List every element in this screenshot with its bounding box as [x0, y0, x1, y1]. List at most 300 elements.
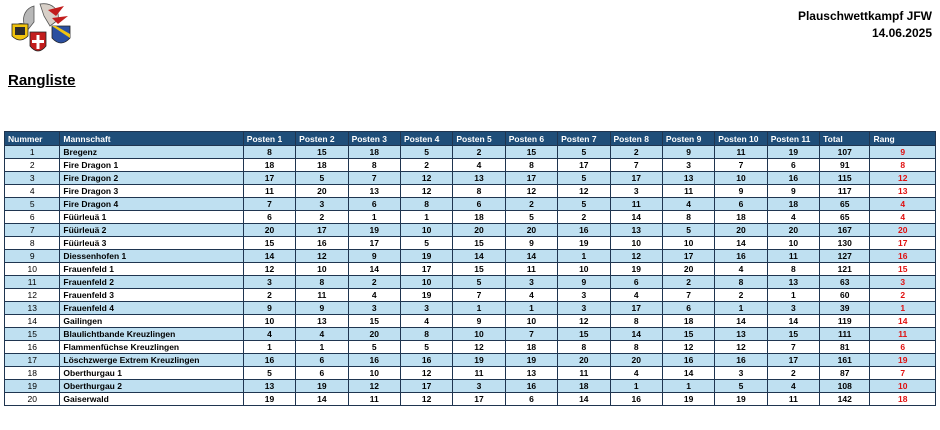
score-cell: 5	[243, 367, 295, 380]
score-cell: 10	[558, 263, 610, 276]
score-cell: 11	[610, 198, 662, 211]
rank-cell: 17	[870, 237, 936, 250]
score-cell: 7	[453, 289, 505, 302]
score-cell: 3	[505, 276, 557, 289]
table-body	[5, 146, 936, 406]
score-cell: 6	[453, 198, 505, 211]
score-cell: 16	[558, 224, 610, 237]
crest-logo	[4, 2, 78, 66]
score-cell: 16	[662, 354, 714, 367]
score-cell: 9	[662, 146, 714, 159]
score-cell: 6	[715, 198, 767, 211]
score-cell: 16	[767, 172, 819, 185]
table-row	[5, 302, 936, 315]
score-cell: 13	[296, 315, 348, 328]
team-number-cell: 3	[5, 172, 60, 185]
table-row	[5, 237, 936, 250]
score-cell: 6	[296, 367, 348, 380]
score-cell: 10	[662, 237, 714, 250]
score-cell: 8	[400, 328, 452, 341]
score-cell: 15	[767, 328, 819, 341]
score-cell: 19	[505, 354, 557, 367]
score-cell: 15	[453, 263, 505, 276]
score-cell: 5	[558, 146, 610, 159]
rank-cell: 4	[870, 198, 936, 211]
score-cell: 6	[767, 159, 819, 172]
team-name-cell: Frauenfeld 3	[60, 289, 243, 302]
score-cell: 3	[296, 198, 348, 211]
team-name-cell: Oberthurgau 1	[60, 367, 243, 380]
score-cell: 19	[243, 393, 295, 406]
score-cell: 3	[767, 302, 819, 315]
score-cell: 13	[715, 328, 767, 341]
score-cell: 10	[453, 328, 505, 341]
team-number-cell: 1	[5, 146, 60, 159]
score-cell: 4	[610, 367, 662, 380]
team-number-cell: 16	[5, 341, 60, 354]
score-cell: 12	[243, 263, 295, 276]
score-cell: 16	[610, 393, 662, 406]
score-cell: 3	[558, 302, 610, 315]
total-cell: 108	[820, 380, 870, 393]
score-cell: 5	[400, 146, 452, 159]
score-cell: 20	[610, 354, 662, 367]
score-cell: 13	[453, 172, 505, 185]
score-cell: 5	[715, 380, 767, 393]
score-cell: 13	[610, 224, 662, 237]
rank-cell: 19	[870, 354, 936, 367]
score-cell: 8	[453, 185, 505, 198]
rank-cell: 4	[870, 211, 936, 224]
score-cell: 10	[505, 315, 557, 328]
score-cell: 12	[400, 393, 452, 406]
table-row	[5, 224, 936, 237]
table-row	[5, 367, 936, 380]
rank-cell: 16	[870, 250, 936, 263]
table-row	[5, 263, 936, 276]
score-cell: 11	[505, 263, 557, 276]
score-cell: 11	[767, 393, 819, 406]
score-cell: 4	[505, 289, 557, 302]
score-cell: 6	[296, 354, 348, 367]
column-header: Posten 5	[453, 132, 505, 146]
table-row	[5, 146, 936, 159]
score-cell: 1	[610, 380, 662, 393]
score-cell: 10	[243, 315, 295, 328]
score-cell: 9	[453, 315, 505, 328]
score-cell: 1	[505, 302, 557, 315]
team-name-cell: Fire Dragon 1	[60, 159, 243, 172]
score-cell: 4	[715, 263, 767, 276]
total-cell: 63	[820, 276, 870, 289]
score-cell: 14	[243, 250, 295, 263]
score-cell: 11	[767, 250, 819, 263]
score-cell: 17	[610, 302, 662, 315]
score-cell: 17	[400, 263, 452, 276]
table-row	[5, 211, 936, 224]
score-cell: 12	[662, 341, 714, 354]
score-cell: 16	[296, 237, 348, 250]
score-cell: 15	[296, 146, 348, 159]
score-cell: 5	[400, 341, 452, 354]
score-cell: 20	[296, 185, 348, 198]
score-cell: 7	[610, 159, 662, 172]
score-cell: 18	[662, 315, 714, 328]
score-cell: 5	[558, 172, 610, 185]
score-cell: 20	[662, 263, 714, 276]
rank-cell: 9	[870, 146, 936, 159]
score-cell: 6	[610, 276, 662, 289]
score-cell: 12	[505, 185, 557, 198]
team-number-cell: 11	[5, 276, 60, 289]
score-cell: 15	[505, 146, 557, 159]
score-cell: 4	[348, 289, 400, 302]
table-row	[5, 276, 936, 289]
team-number-cell: 8	[5, 237, 60, 250]
score-cell: 3	[715, 367, 767, 380]
score-cell: 19	[767, 146, 819, 159]
score-cell: 10	[296, 263, 348, 276]
total-cell: 111	[820, 328, 870, 341]
score-cell: 14	[662, 367, 714, 380]
score-cell: 7	[715, 159, 767, 172]
score-cell: 16	[400, 354, 452, 367]
rank-cell: 3	[870, 276, 936, 289]
score-cell: 5	[296, 172, 348, 185]
team-name-cell: Füürleuä 1	[60, 211, 243, 224]
score-cell: 10	[610, 237, 662, 250]
team-name-cell: Fire Dragon 4	[60, 198, 243, 211]
score-cell: 1	[296, 341, 348, 354]
score-cell: 16	[348, 354, 400, 367]
event-header	[798, 8, 932, 42]
score-cell: 20	[505, 224, 557, 237]
team-name-cell: Fire Dragon 3	[60, 185, 243, 198]
score-cell: 3	[400, 302, 452, 315]
total-cell: 87	[820, 367, 870, 380]
score-cell: 19	[453, 354, 505, 367]
score-cell: 15	[558, 328, 610, 341]
rank-cell: 15	[870, 263, 936, 276]
score-cell: 3	[453, 380, 505, 393]
score-cell: 18	[505, 341, 557, 354]
score-cell: 8	[662, 211, 714, 224]
score-cell: 2	[610, 146, 662, 159]
score-cell: 11	[715, 146, 767, 159]
column-header: Posten 10	[715, 132, 767, 146]
score-cell: 11	[348, 393, 400, 406]
score-cell: 13	[243, 380, 295, 393]
score-cell: 16	[505, 380, 557, 393]
total-cell: 142	[820, 393, 870, 406]
score-cell: 19	[400, 289, 452, 302]
score-cell: 19	[400, 250, 452, 263]
team-number-cell: 20	[5, 393, 60, 406]
score-cell: 7	[243, 198, 295, 211]
team-name-cell: Frauenfeld 4	[60, 302, 243, 315]
score-cell: 17	[505, 172, 557, 185]
score-cell: 1	[767, 289, 819, 302]
team-number-cell: 10	[5, 263, 60, 276]
table-row	[5, 185, 936, 198]
score-cell: 13	[505, 367, 557, 380]
column-header: Posten 7	[558, 132, 610, 146]
column-header: Posten 4	[400, 132, 452, 146]
score-cell: 6	[662, 302, 714, 315]
event-title: Plauschwettkampf JFW	[797, 9, 932, 23]
total-cell: 119	[820, 315, 870, 328]
score-cell: 19	[662, 393, 714, 406]
score-cell: 10	[715, 172, 767, 185]
total-cell: 91	[820, 159, 870, 172]
table-row	[5, 289, 936, 302]
score-cell: 17	[243, 172, 295, 185]
score-cell: 4	[400, 315, 452, 328]
score-cell: 4	[767, 211, 819, 224]
score-cell: 14	[348, 263, 400, 276]
score-cell: 12	[400, 172, 452, 185]
score-cell: 4	[662, 198, 714, 211]
team-name-cell: Füürleuä 3	[60, 237, 243, 250]
column-header: Posten 8	[610, 132, 662, 146]
total-cell: 115	[820, 172, 870, 185]
event-date: 14.06.2025	[871, 26, 932, 40]
team-name-cell: Löschzwerge Extrem Kreuzlingen	[60, 354, 243, 367]
score-cell: 9	[348, 250, 400, 263]
score-cell: 17	[767, 354, 819, 367]
score-cell: 20	[715, 224, 767, 237]
total-cell: 60	[820, 289, 870, 302]
rank-cell: 10	[870, 380, 936, 393]
score-cell: 17	[662, 250, 714, 263]
score-cell: 19	[610, 263, 662, 276]
score-cell: 20	[558, 354, 610, 367]
table-header-row	[5, 132, 936, 146]
total-cell: 107	[820, 146, 870, 159]
score-cell: 2	[348, 276, 400, 289]
score-cell: 4	[296, 328, 348, 341]
score-cell: 10	[400, 224, 452, 237]
score-cell: 19	[558, 237, 610, 250]
score-cell: 8	[610, 341, 662, 354]
score-cell: 1	[715, 302, 767, 315]
column-header: Nummer	[5, 132, 60, 146]
score-cell: 7	[505, 328, 557, 341]
score-cell: 12	[558, 315, 610, 328]
score-cell: 12	[348, 380, 400, 393]
score-cell: 2	[505, 198, 557, 211]
score-cell: 17	[558, 159, 610, 172]
score-cell: 6	[243, 211, 295, 224]
score-cell: 8	[558, 341, 610, 354]
score-cell: 14	[296, 393, 348, 406]
score-cell: 20	[348, 328, 400, 341]
score-cell: 1	[243, 341, 295, 354]
score-cell: 8	[400, 198, 452, 211]
team-name-cell: Diessenhofen 1	[60, 250, 243, 263]
score-cell: 18	[767, 198, 819, 211]
column-header: Posten 3	[348, 132, 400, 146]
column-header: Posten 9	[662, 132, 714, 146]
team-number-cell: 13	[5, 302, 60, 315]
score-cell: 6	[348, 198, 400, 211]
team-number-cell: 17	[5, 354, 60, 367]
team-name-cell: Bregenz	[60, 146, 243, 159]
score-cell: 16	[715, 354, 767, 367]
score-cell: 8	[505, 159, 557, 172]
score-cell: 18	[296, 159, 348, 172]
score-cell: 11	[243, 185, 295, 198]
score-cell: 9	[505, 237, 557, 250]
column-header: Total	[820, 132, 870, 146]
total-cell: 65	[820, 211, 870, 224]
table-row	[5, 198, 936, 211]
team-number-cell: 12	[5, 289, 60, 302]
score-cell: 17	[400, 380, 452, 393]
score-cell: 2	[296, 211, 348, 224]
score-cell: 12	[715, 341, 767, 354]
score-cell: 18	[453, 211, 505, 224]
total-cell: 161	[820, 354, 870, 367]
score-cell: 4	[610, 289, 662, 302]
team-name-cell: Gailingen	[60, 315, 243, 328]
column-header: Posten 1	[243, 132, 295, 146]
team-name-cell: Frauenfeld 2	[60, 276, 243, 289]
rank-cell: 7	[870, 367, 936, 380]
score-cell: 3	[348, 302, 400, 315]
score-cell: 18	[243, 159, 295, 172]
score-cell: 20	[767, 224, 819, 237]
score-cell: 1	[558, 250, 610, 263]
score-cell: 14	[453, 250, 505, 263]
score-cell: 2	[767, 367, 819, 380]
rank-cell: 20	[870, 224, 936, 237]
score-cell: 2	[558, 211, 610, 224]
score-cell: 14	[715, 315, 767, 328]
score-cell: 10	[400, 276, 452, 289]
team-number-cell: 15	[5, 328, 60, 341]
column-header: Posten 11	[767, 132, 819, 146]
score-cell: 12	[296, 250, 348, 263]
score-cell: 2	[400, 159, 452, 172]
team-number-cell: 9	[5, 250, 60, 263]
score-cell: 1	[453, 302, 505, 315]
score-cell: 15	[243, 237, 295, 250]
score-cell: 3	[610, 185, 662, 198]
column-header: Mannschaft	[60, 132, 243, 146]
score-cell: 8	[715, 276, 767, 289]
score-cell: 11	[662, 185, 714, 198]
score-cell: 5	[348, 341, 400, 354]
score-cell: 7	[348, 172, 400, 185]
score-cell: 18	[715, 211, 767, 224]
score-cell: 10	[767, 237, 819, 250]
ranking-table-container	[4, 131, 936, 406]
score-cell: 14	[610, 328, 662, 341]
score-cell: 19	[348, 224, 400, 237]
score-cell: 17	[348, 237, 400, 250]
table-row	[5, 315, 936, 328]
rank-cell: 2	[870, 289, 936, 302]
table-row	[5, 172, 936, 185]
column-header: Posten 2	[296, 132, 348, 146]
score-cell: 20	[243, 224, 295, 237]
team-name-cell: Blaulichtbande Kreuzlingen	[60, 328, 243, 341]
score-cell: 9	[767, 185, 819, 198]
team-name-cell: Gaiserwald	[60, 393, 243, 406]
team-number-cell: 14	[5, 315, 60, 328]
score-cell: 5	[558, 198, 610, 211]
score-cell: 6	[505, 393, 557, 406]
score-cell: 18	[558, 380, 610, 393]
table-row	[5, 328, 936, 341]
score-cell: 17	[610, 172, 662, 185]
score-cell: 19	[715, 393, 767, 406]
total-cell: 117	[820, 185, 870, 198]
score-cell: 13	[662, 172, 714, 185]
rank-cell: 1	[870, 302, 936, 315]
team-number-cell: 4	[5, 185, 60, 198]
team-number-cell: 19	[5, 380, 60, 393]
score-cell: 1	[662, 380, 714, 393]
score-cell: 4	[453, 159, 505, 172]
total-cell: 130	[820, 237, 870, 250]
score-cell: 4	[243, 328, 295, 341]
score-cell: 20	[453, 224, 505, 237]
score-cell: 1	[400, 211, 452, 224]
score-cell: 14	[505, 250, 557, 263]
score-cell: 8	[296, 276, 348, 289]
total-cell: 127	[820, 250, 870, 263]
score-cell: 5	[400, 237, 452, 250]
team-name-cell: Flammenfüchse Kreuzlingen	[60, 341, 243, 354]
page-title: Rangliste	[8, 72, 76, 89]
score-cell: 17	[453, 393, 505, 406]
score-cell: 1	[348, 211, 400, 224]
score-cell: 12	[558, 185, 610, 198]
column-header: Posten 6	[505, 132, 557, 146]
rank-cell: 18	[870, 393, 936, 406]
score-cell: 4	[767, 380, 819, 393]
score-cell: 3	[662, 159, 714, 172]
team-name-cell: Frauenfeld 1	[60, 263, 243, 276]
rank-cell: 11	[870, 328, 936, 341]
score-cell: 12	[610, 250, 662, 263]
score-cell: 5	[505, 211, 557, 224]
team-number-cell: 2	[5, 159, 60, 172]
score-cell: 13	[348, 185, 400, 198]
score-cell: 14	[715, 237, 767, 250]
total-cell: 81	[820, 341, 870, 354]
score-cell: 16	[715, 250, 767, 263]
team-number-cell: 5	[5, 198, 60, 211]
ranking-table	[4, 131, 936, 406]
rank-cell: 6	[870, 341, 936, 354]
rank-cell: 14	[870, 315, 936, 328]
table-row	[5, 159, 936, 172]
score-cell: 3	[558, 289, 610, 302]
rank-cell: 12	[870, 172, 936, 185]
score-cell: 19	[296, 380, 348, 393]
total-cell: 167	[820, 224, 870, 237]
rank-cell: 8	[870, 159, 936, 172]
score-cell: 7	[662, 289, 714, 302]
score-cell: 12	[400, 367, 452, 380]
table-row	[5, 393, 936, 406]
table-row	[5, 250, 936, 263]
score-cell: 7	[767, 341, 819, 354]
score-cell: 2	[715, 289, 767, 302]
